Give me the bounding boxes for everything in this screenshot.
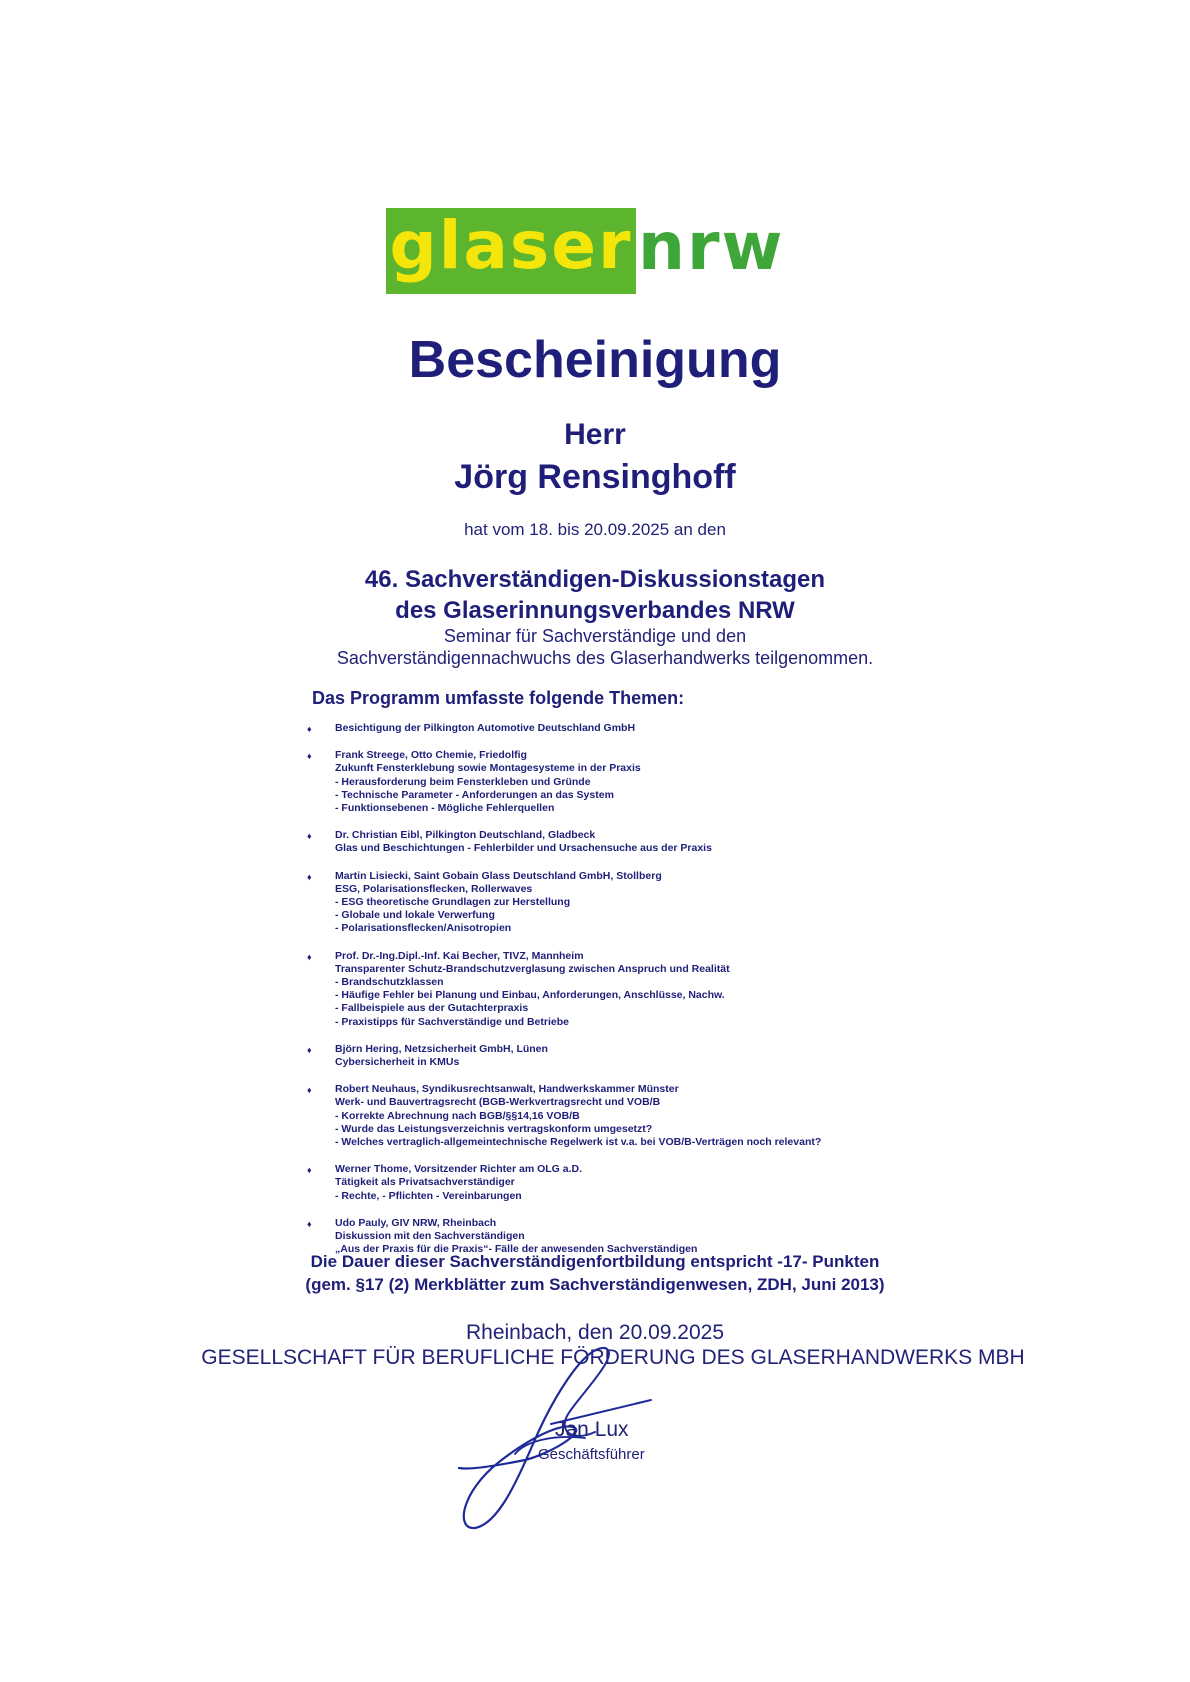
topic-item <box>307 950 927 1029</box>
topic-line: - Technische Parameter - Anforderungen an das System <box>335 788 614 801</box>
topic-line: - Fallbeispiele aus der Gutachterpraxis <box>335 1002 529 1015</box>
topic-line: ESG, Polarisationsflecken, Rollerwaves <box>335 882 533 895</box>
topic-line: - Brandschutzklassen <box>335 976 444 989</box>
topic-item <box>307 1217 927 1257</box>
topic-line: Udo Pauly, GIV NRW, Rheinbach <box>335 1216 497 1229</box>
topic-line: Besichtigung der Pilkington Automotive Deutschland GmbH <box>335 722 636 734</box>
topic-line: Tätigkeit als Privatsachverständiger <box>335 1176 515 1189</box>
topic-line: - Wurde das Leistungsverzeichnis vertragskonform umgesetzt? <box>335 1122 653 1135</box>
topic-item <box>307 1083 927 1149</box>
bullet-icon: ♦ <box>307 751 312 762</box>
topic-line: Werner Thome, Vorsitzender Richter am OLG a.D. <box>335 1163 583 1176</box>
issuing-company: GESELLSCHAFT FÜR BERUFLICHE FÖRDERUNG DES GLASERHANDWERKS MBH <box>201 1346 1025 1369</box>
topic-line: - Korrekte Abrechnung nach BGB/§§14,16 VOB/B <box>335 1109 580 1122</box>
topic-line: - Praxistipps für Sachverständige und Betriebe <box>335 1015 569 1028</box>
document-title: Bescheinigung <box>408 331 782 389</box>
bullet-icon: ♦ <box>307 831 312 842</box>
topic-line: - Funktionsebenen - Mögliche Fehlerquellen <box>335 802 555 815</box>
topic-line: - Polarisationsflecken/Anisotropien <box>335 922 512 935</box>
bullet-icon: ♦ <box>307 951 312 962</box>
topic-line: - Häufige Fehler bei Planung und Einbau, Anforderungen, Anschlüsse, Nachw. <box>335 989 725 1002</box>
event-title-line-2: des Glaserinnungsverbandes NRW <box>395 597 795 624</box>
topic-line: Werk- und Bauvertragsrecht (BGB-Werkvertragsrecht und VOB/B <box>335 1096 661 1109</box>
topic-line: Robert Neuhaus, Syndikusrechtsanwalt, Handwerkskammer Münster <box>335 1083 679 1096</box>
program-heading: Das Programm umfasste folgende Themen: <box>312 688 685 708</box>
duration-statement-line-1: Die Dauer dieser Sachverständigenfortbildung entspricht -17- Punkten <box>310 1252 880 1271</box>
bullet-icon: ♦ <box>307 1165 312 1176</box>
attendance-statement: hat vom 18. bis 20.09.2025 an den <box>464 520 726 539</box>
topic-line: Frank Streege, Otto Chemie, Friedolfig <box>335 749 527 762</box>
logo-text-glaser: glaser <box>389 207 633 284</box>
topic-line: Dr. Christian Eibl, Pilkington Deutschland, Gladbeck <box>335 829 596 842</box>
topic-item <box>307 749 927 815</box>
topic-line: - ESG theoretische Grundlagen zur Herstellung <box>335 896 571 909</box>
topic-line: Martin Lisiecki, Saint Gobain Glass Deutschland GmbH, Stollberg <box>335 869 662 882</box>
glasernrw-logo <box>386 208 785 294</box>
topic-line: - Globale und lokale Verwerfung <box>335 909 495 922</box>
topic-line: - Herausforderung beim Fensterkleben und Gründe <box>335 775 591 788</box>
topic-item <box>307 829 927 855</box>
signer-role: Geschäftsführer <box>538 1446 645 1463</box>
topic-item <box>307 1043 927 1069</box>
salutation: Herr <box>564 418 626 451</box>
topic-line: Diskussion mit den Sachverständigen <box>335 1230 525 1243</box>
topic-line: Zukunft Fensterklebung sowie Montagesysteme in der Praxis <box>335 762 641 775</box>
recipient-name: Jörg Rensinghoff <box>454 458 736 496</box>
bullet-icon: ♦ <box>307 1218 312 1229</box>
topic-line: Prof. Dr.-Ing.Dipl.-Inf. Kai Becher, TIVZ, Mannheim <box>335 949 584 962</box>
seminar-description-line-2: Sachverständigennachwuchs des Glaserhandwerks teilgenommen. <box>336 648 874 668</box>
topic-line: - Rechte, - Pflichten - Vereinbarungen <box>335 1189 522 1202</box>
topic-line: Cybersicherheit in KMUs <box>335 1056 460 1069</box>
duration-statement-line-2: (gem. §17 (2) Merkblätter zum Sachverständigenwesen, ZDH, Juni 2013) <box>305 1275 885 1294</box>
topic-line: Glas und Beschichtungen - Fehlerbilder und Ursachensuche aus der Praxis <box>335 842 712 855</box>
logo-text-nrw: nrw <box>638 208 785 285</box>
logo-green-box <box>386 208 636 294</box>
event-title-line-1: 46. Sachverständigen-Diskussionstagen <box>364 566 826 593</box>
topic-item <box>307 870 927 936</box>
topic-item <box>307 1163 927 1203</box>
place-and-date: Rheinbach, den 20.09.2025 <box>465 1321 725 1344</box>
signer-name: Jan Lux <box>555 1418 629 1441</box>
topic-line: - Welches vertraglich-allgemeintechnische Regelwerk ist v.a. bei VOB/B-Verträgen noch relevant? <box>335 1136 822 1149</box>
topic-line: Transparenter Schutz-Brandschutzverglasung zwischen Anspruch und Realität <box>335 962 730 975</box>
topic-item <box>307 722 927 735</box>
topics-list <box>307 722 927 1271</box>
bullet-icon: ♦ <box>307 1044 312 1055</box>
bullet-icon: ♦ <box>307 1085 312 1096</box>
topic-line: „Aus der Praxis für die Praxis“- Fälle der anwesenden Sachverständigen <box>335 1243 698 1256</box>
bullet-icon: ♦ <box>307 871 312 882</box>
topic-line: Björn Hering, Netzsicherheit GmbH, Lünen <box>335 1042 548 1055</box>
bullet-icon: ♦ <box>307 724 312 734</box>
seminar-description-line-1: Seminar für Sachverständige und den <box>443 626 747 646</box>
